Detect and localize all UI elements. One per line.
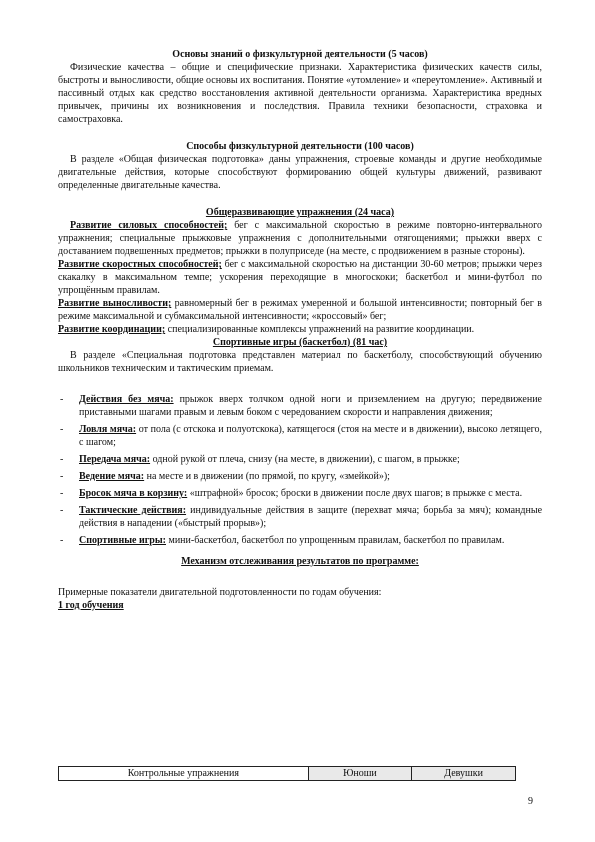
year-heading: 1 год обучения bbox=[58, 600, 124, 611]
control-exercises-table bbox=[58, 766, 516, 781]
item-text: специализированные комплексы упражнений на развитие координации. bbox=[165, 324, 475, 335]
list-item bbox=[58, 487, 542, 500]
item-term: Развитие координации; bbox=[58, 324, 166, 335]
list-text: прыжок вверх толчком одной ноги и приземлением на другую; передвижение приставными шагами правым и левым боком с чередованием скорости и направления движения; bbox=[79, 394, 542, 418]
section4-text: В разделе «Специальная подготовка представлен материал по баскетболу, способствующий обучению школьников техническим и тактическим приемам. bbox=[58, 350, 542, 374]
list-text: одной рукой от плеча, снизу (на месте, в движении), с шагом, в прыжке; bbox=[150, 454, 460, 465]
item-term: Развитие силовых способностей; bbox=[70, 220, 228, 231]
section2-title: Способы физкультурной деятельности (100 часов) bbox=[186, 141, 414, 152]
list-dash: - bbox=[60, 471, 64, 482]
item-term: Развитие скоростных способностей; bbox=[58, 259, 222, 270]
list-dash: - bbox=[60, 454, 64, 465]
list-text: «штрафной» бросок; броски в движении после двух шагов; в прыжке с места. bbox=[187, 488, 523, 499]
item-text: равномерный бег в режимах умеренной и большой интенсивности; повторный бег в режиме максимальной и субмаксимальной интенсивности; «кроссовый» бег; bbox=[58, 298, 542, 322]
section3-item-strength bbox=[58, 219, 542, 258]
table-header-row bbox=[59, 767, 516, 781]
section3-item-endurance bbox=[58, 297, 542, 323]
list-term: Спортивные игры: bbox=[79, 535, 166, 546]
list-term: Тактические действия: bbox=[79, 505, 187, 516]
section3-item-speed bbox=[58, 258, 542, 297]
section2-text: В разделе «Общая физическая подготовка» даны упражнения, строевые команды и другие необходимые двигательные действия, которые способствуют формированию общей культуры движений, развивают определенные двигательные качества. bbox=[58, 154, 542, 191]
list-term: Ловля мяча: bbox=[79, 424, 137, 435]
section3-item-coordination bbox=[58, 323, 542, 336]
table-header-girls: Девушки bbox=[412, 767, 516, 781]
list-term: Действия без мяча: bbox=[79, 394, 174, 405]
page-content bbox=[58, 48, 542, 612]
list-term: Передача мяча: bbox=[79, 454, 151, 465]
section5-title: Механизм отслеживания результатов по программе: bbox=[181, 556, 419, 567]
list-item bbox=[58, 470, 542, 483]
page-number: 9 bbox=[528, 796, 533, 807]
section1-title: Основы знаний о физкультурной деятельности (5 часов) bbox=[172, 49, 428, 60]
list-term: Ведение мяча: bbox=[79, 471, 145, 482]
list-text: от пола (с отскока и полуотскока), катящегося (стоя на месте и в движении), высоко летящего, с шагом; bbox=[79, 424, 543, 448]
list-text: на месте и в движении (по прямой, по кругу, «змейкой»); bbox=[144, 471, 390, 482]
list-item bbox=[58, 504, 542, 530]
list-item bbox=[58, 393, 542, 419]
list-dash: - bbox=[60, 424, 64, 435]
list-item bbox=[58, 534, 542, 547]
basketball-skills-list bbox=[58, 393, 542, 547]
list-dash: - bbox=[60, 505, 64, 516]
list-item bbox=[58, 453, 542, 466]
list-text: индивидуальные действия в защите (перехват мяча; борьба за мяч); командные действия в нападении («быстрый прорыв»); bbox=[79, 505, 543, 529]
list-dash: - bbox=[60, 488, 64, 499]
list-item bbox=[58, 423, 542, 449]
item-term: Развитие выносливости; bbox=[58, 298, 172, 309]
item-text: бег с максимальной скоростью на дистанции 30-60 метров; прыжки через скакалку в максимальном темпе; ускорения переходящие в многоскоки; баскетбол и мини-футбол по упрощённым правилам. bbox=[58, 259, 542, 296]
list-term: Бросок мяча в корзину: bbox=[79, 488, 188, 499]
section1-text: Физические качества – общие и специфические признаки. Характеристика физических качеств силы, быстроты и выносливости, общие основы их воспитания. Понятие «утомление» и «переутомление». Активный и пассивный отдых как средство восстановления активной деятельности организма. Характеристика вредных привычек, причины их возникновения и последствия. Правила техники безопасности, страховка и самостраховка. bbox=[58, 62, 542, 125]
list-dash: - bbox=[60, 394, 64, 405]
item-text: бег с максимальной скоростью в режиме повторно-интервального упражнения; специальные прыжковые упражнения с дополнительными отягощениями; прыжки вверх с доставанием подвешенных предметов; прыжки в полуприседе (на месте, с продвижением в разные стороны). bbox=[58, 220, 543, 257]
table-header-boys: Юноши bbox=[308, 767, 412, 781]
list-text: мини-баскетбол, баскетбол по упрощенным правилам, баскетбол по правилам. bbox=[166, 535, 505, 546]
section3-title: Общеразвивающие упражнения (24 часа) bbox=[205, 207, 395, 218]
list-dash: - bbox=[60, 535, 64, 546]
section5-intro: Примерные показатели двигательной подготовленности по годам обучения: bbox=[58, 587, 382, 598]
table-header-exercises: Контрольные упражнения bbox=[59, 767, 309, 781]
section4-title: Спортивные игры (баскетбол) (81 час) bbox=[212, 337, 388, 348]
